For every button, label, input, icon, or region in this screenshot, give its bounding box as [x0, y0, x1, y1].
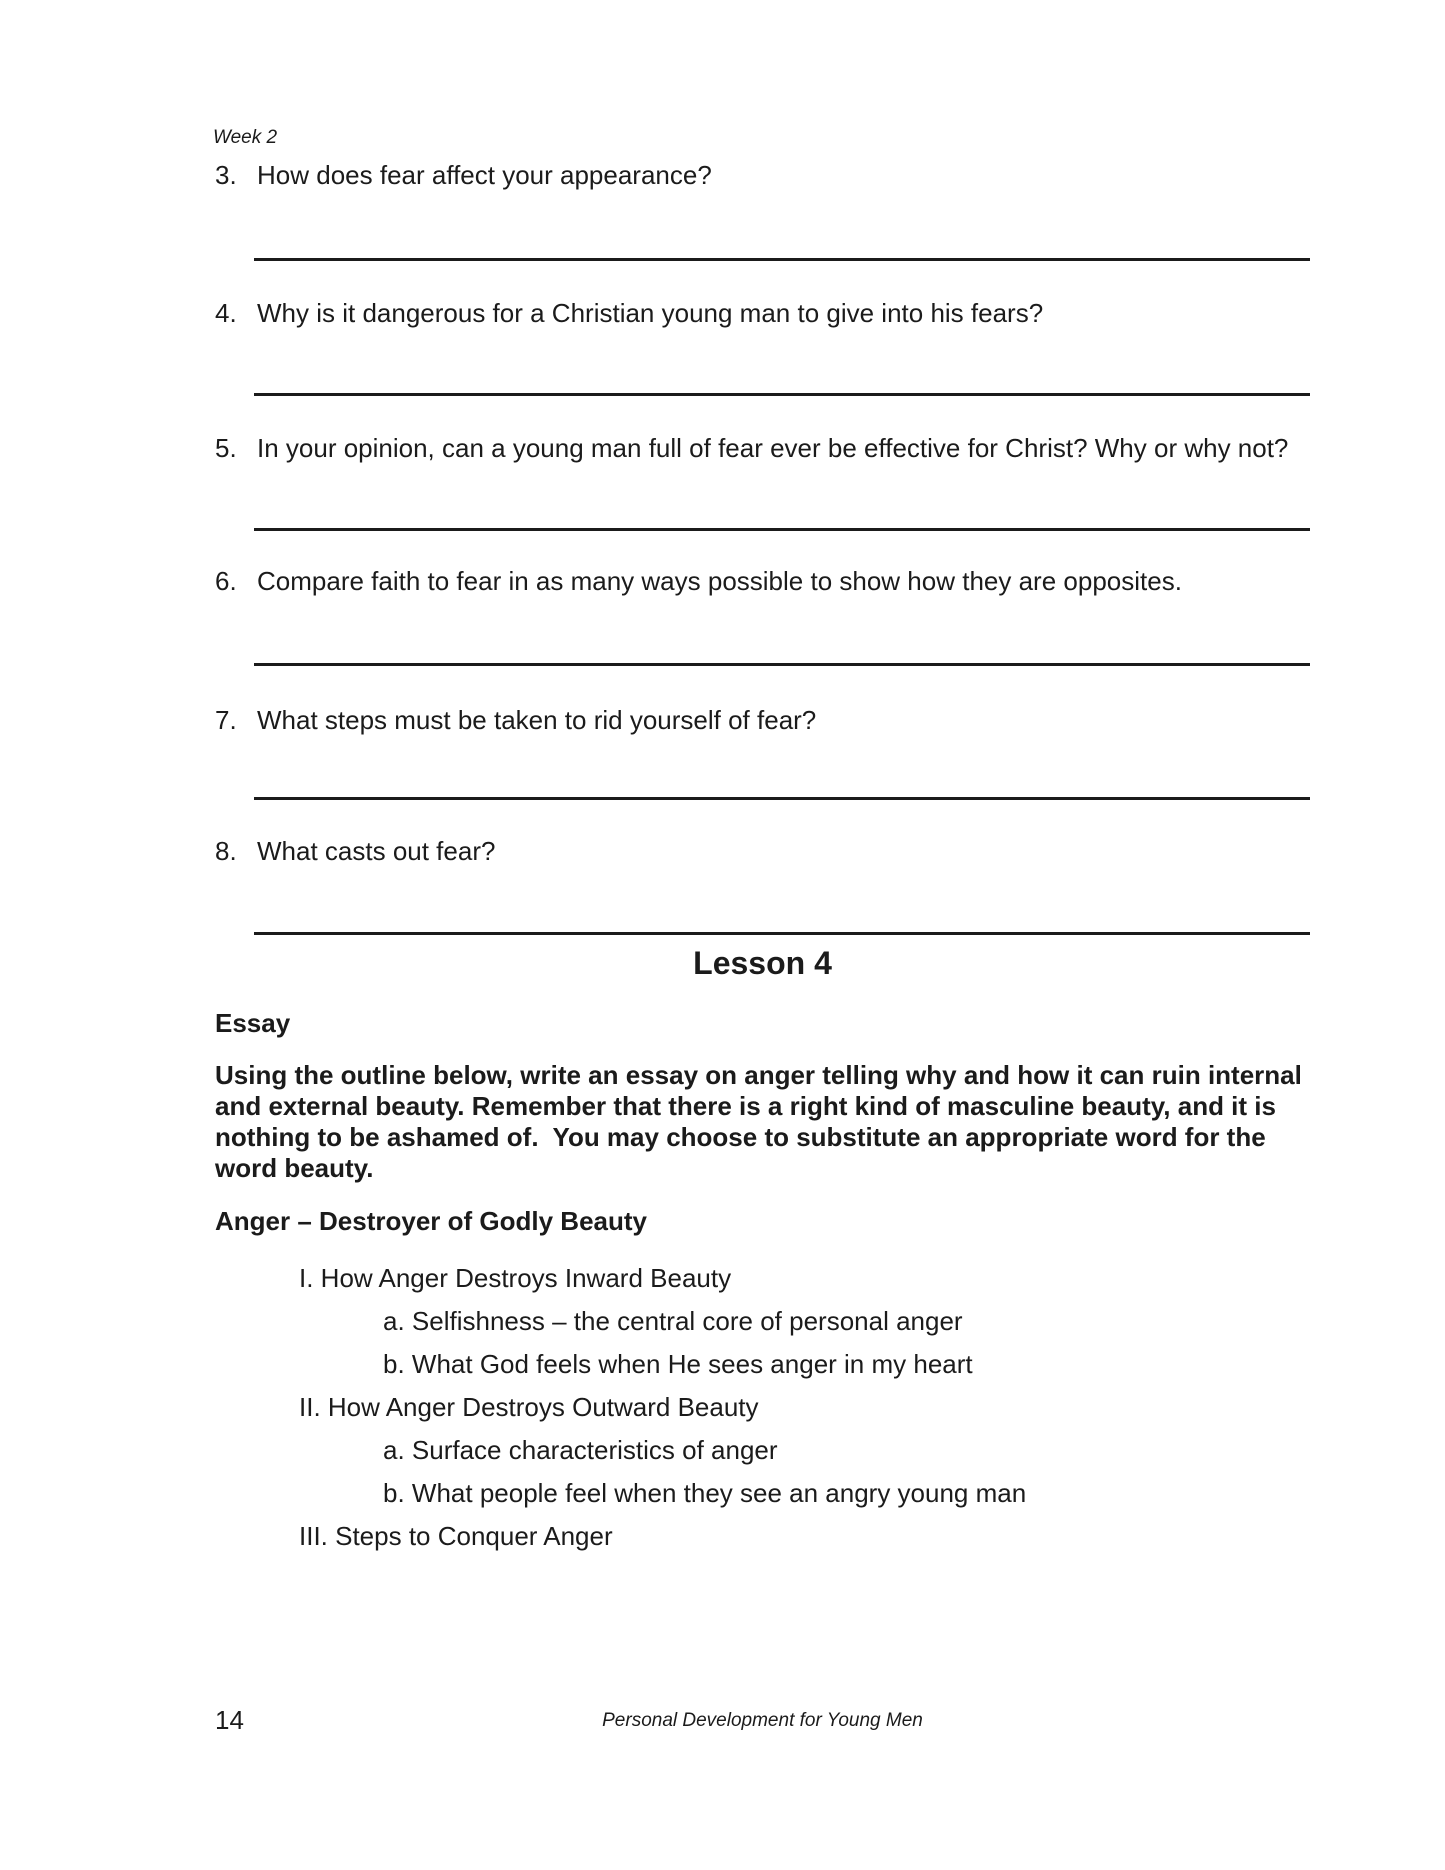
answer-blank-line: [254, 663, 1310, 666]
lesson-title: Lesson 4: [693, 945, 832, 981]
question-item-6: [215, 566, 1182, 596]
outline-item-letter: b. What people feel when they see an angry young man: [383, 1478, 1027, 1508]
page-number: 14: [215, 1705, 244, 1735]
answer-blank-line: [254, 258, 1310, 261]
question-item-8: [215, 836, 495, 866]
essay-section-heading: Essay: [215, 1008, 291, 1038]
instruction-line: and external beauty. Remember that there is a right kind of masculine beauty, and it is: [215, 1091, 1276, 1121]
essay-outline: [215, 1257, 1026, 1558]
question-number: 4.: [215, 298, 237, 328]
question-number: 3.: [215, 160, 237, 190]
question-text: Compare faith to fear in as many ways possible to show how they are opposites.: [257, 566, 1182, 596]
question-number: 7.: [215, 705, 237, 735]
instruction-line: Using the outline below, write an essay on anger telling why and how it can ruin internal: [215, 1060, 1302, 1090]
essay-instructions: [215, 1060, 1302, 1184]
outline-item-letter: a. Selfishness – the central core of personal anger: [383, 1306, 963, 1336]
outline-item-letter: b. What God feels when He sees anger in my heart: [383, 1349, 973, 1379]
answer-blank-line: [254, 932, 1310, 935]
answer-blank-line: [254, 393, 1310, 396]
answer-blank-line: [254, 797, 1310, 800]
outline-item-letter: a. Surface characteristics of anger: [383, 1435, 778, 1465]
outline-title: Anger – Destroyer of Godly Beauty: [215, 1206, 647, 1236]
question-text: Why is it dangerous for a Christian young man to give into his fears?: [257, 298, 1044, 328]
question-text: In your opinion, can a young man full of fear ever be effective for Christ? Why or why not?: [257, 433, 1289, 463]
question-number: 6.: [215, 566, 237, 596]
question-item-3: [215, 160, 712, 190]
question-text: What steps must be taken to rid yourself of fear?: [257, 705, 817, 735]
outline-item-roman: III. Steps to Conquer Anger: [299, 1521, 613, 1551]
outline-item-roman: II. How Anger Destroys Outward Beauty: [299, 1392, 759, 1422]
question-text: How does fear affect your appearance?: [257, 160, 712, 190]
question-item-4: [215, 298, 1043, 328]
book-title: Personal Development for Young Men: [602, 1710, 923, 1731]
question-number: 8.: [215, 836, 237, 866]
question-item-5: [215, 433, 1288, 463]
page-footer: [215, 1705, 1310, 1739]
answer-blank-line: [254, 528, 1310, 531]
instruction-line: word beauty.: [215, 1153, 374, 1183]
instruction-line: nothing to be ashamed of. You may choose to substitute an appropriate word for the: [215, 1122, 1266, 1152]
question-text: What casts out fear?: [257, 836, 496, 866]
week-label: Week 2: [213, 127, 278, 148]
question-item-7: [215, 705, 816, 735]
outline-item-roman: I. How Anger Destroys Inward Beauty: [299, 1263, 732, 1293]
question-number: 5.: [215, 433, 237, 463]
